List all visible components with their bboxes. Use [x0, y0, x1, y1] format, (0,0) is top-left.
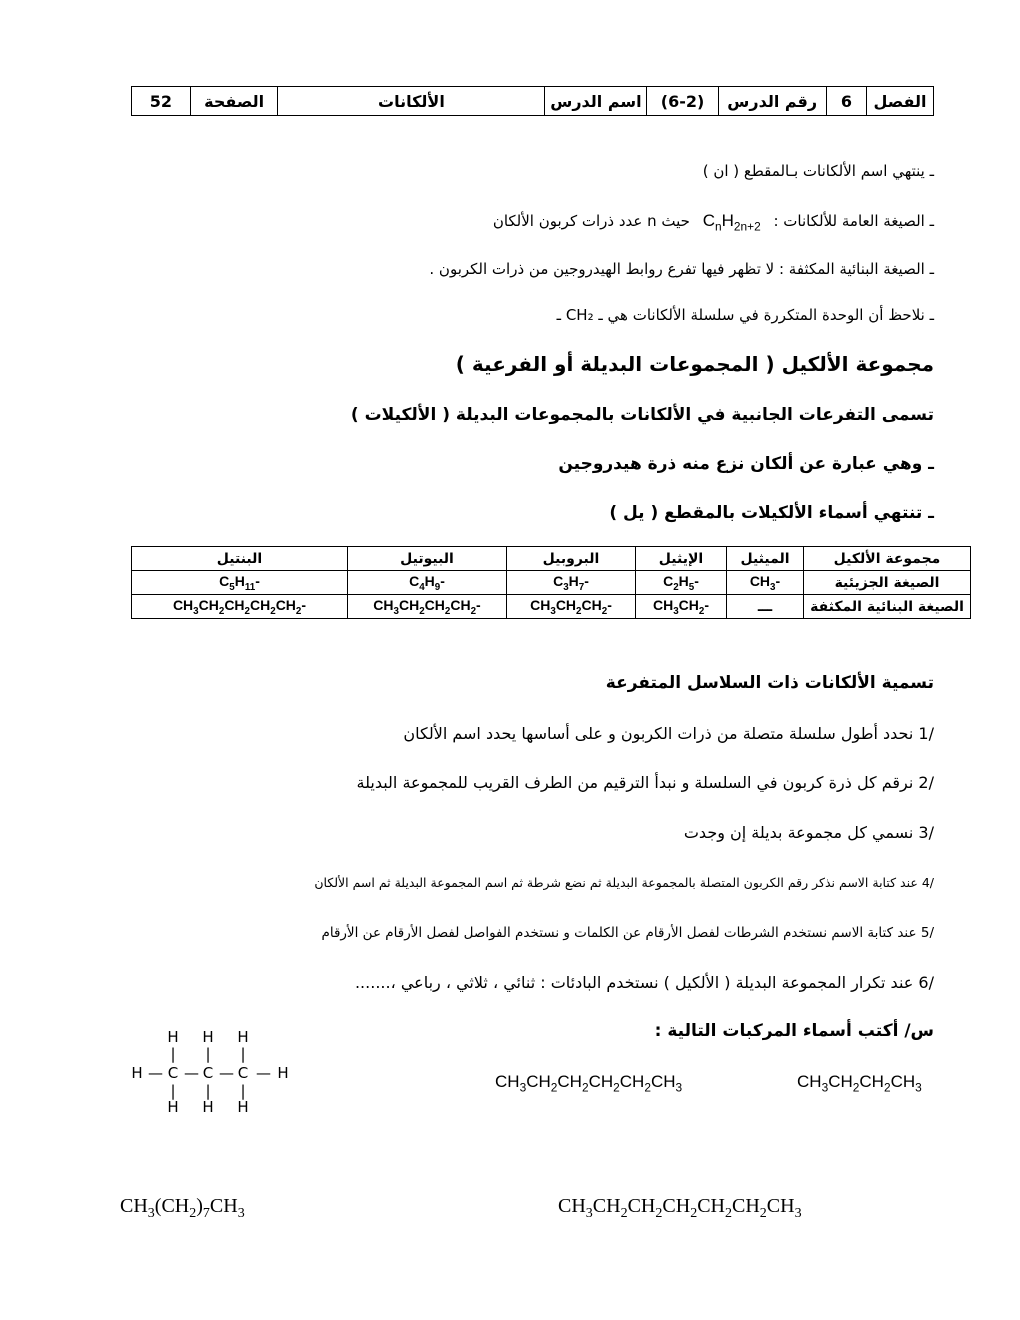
naming-rule: /5 عند كتابة الاسم نستخدم الشرطات لفصل الأرقام عن الكلمات و نستخدم الفواصل لفصل الأرقام عن الأرقام	[321, 925, 934, 941]
bond-horizontal: —	[184, 1064, 199, 1082]
c-atom: C	[237, 1064, 249, 1082]
molecular-formula: $C_4H_9-$	[348, 571, 507, 595]
row-label-alkyl: مجموعة الألكيل	[804, 547, 971, 571]
bond-vertical: |	[170, 1082, 176, 1100]
h-atom: H	[167, 1028, 179, 1046]
h-atom: H	[202, 1028, 214, 1046]
naming-rule: /4 عند كتابة الاسم نذكر رقم الكربون المتصلة بالمجموعة البديلة ثم نضع شرطة ثم اسم المجموعة البديلة ثم اسم الألكان	[314, 875, 934, 890]
h-atom: H	[202, 1098, 214, 1116]
condensed-formula: ـــ	[727, 595, 804, 619]
alkyl-name: البروبيل	[507, 547, 636, 571]
c-atom: C	[167, 1064, 179, 1082]
chapter-label: الفصل	[867, 87, 934, 116]
general-formula-label: ـ الصيغة العامة للألكانات :	[773, 212, 934, 230]
h-atom: H	[237, 1028, 249, 1046]
page-label: الصفحة	[190, 87, 278, 116]
bond-vertical: |	[205, 1045, 211, 1063]
naming-rule: /1 نحدد أطول سلسلة متصلة من ذرات الكربون و على أساسها يحدد اسم الألكان	[403, 724, 934, 743]
naming-title: تسمية الألكانات ذات السلاسل المتفرعة	[605, 673, 934, 693]
alkyl-table	[131, 546, 971, 619]
lesson-name-label: اسم الدرس	[545, 87, 647, 116]
alkyl-name: الميثيل	[727, 547, 804, 571]
h-atom: H	[277, 1064, 289, 1082]
alkyl-name: البنتيل	[132, 547, 348, 571]
lesson-header-table	[131, 86, 934, 116]
condensed-formula: $CH_3CH_2CH_2CH_2-$	[348, 595, 507, 619]
alkyl-name: البيوتيل	[348, 547, 507, 571]
naming-rule: /2 نرقم كل ذرة كربون في السلسلة و نبدأ الترقيم من الطرف القريب للمجموعة البديلة	[356, 773, 934, 792]
page-number: 52	[132, 87, 191, 116]
alkyl-section-title: مجموعة الألكيل ( المجموعات البديلة أو الفرعية )	[455, 352, 934, 376]
molecular-formula: $C_5H_{11}-$	[132, 571, 348, 595]
h-atom: H	[131, 1064, 143, 1082]
intro-line-1: ـ ينتهي اسم الألكانات بـالمقطع ( ان )	[702, 162, 934, 180]
naming-rule: /6 عند تكرار المجموعة البديلة ( الألكيل ) نستخدم البادئات : ثنائي ، ثلاثي ، رباعي ،.......	[354, 973, 934, 992]
alkyl-bullet-2: ـ تنتهي أسماء الألكيلات بالمقطع ( يل )	[609, 503, 934, 523]
general-formula: $C_nH_{2n+2}$	[702, 211, 761, 234]
row-label-condensed: الصيغة البنائية المكثفة	[804, 595, 971, 619]
condensed-formula: $CH_3CH_2CH_2-$	[507, 595, 636, 619]
alkyl-bullet-1: ـ وهي عبارة عن ألكان نزع منه ذرة هيدروجين	[558, 454, 934, 474]
molecular-formula: $CH_3-$	[727, 571, 804, 595]
bond-vertical: |	[240, 1045, 246, 1063]
chapter-number: 6	[826, 87, 866, 116]
bond-vertical: |	[170, 1045, 176, 1063]
alkyl-definition: تسمى التفرعات الجانبية في الألكانات بالمجموعات البديلة ( الألكيلات )	[350, 405, 934, 425]
intro-line-3: ـ الصيغة البنائية المكثفة : لا تظهر فيها تفرع روابط الهيدروجين من ذرات الكربون .	[429, 260, 934, 278]
h-atom: H	[167, 1098, 179, 1116]
condensed-formula: $CH_3CH_2-$	[636, 595, 727, 619]
lesson-name: الألكانات	[278, 87, 545, 116]
compound-2: $CH_3CH_2CH_2CH_2CH_2CH_3$	[495, 1072, 683, 1095]
lesson-number: (6-2)	[647, 87, 718, 116]
general-formula-note: حيث n عدد ذرات كربون الألكان	[492, 212, 690, 230]
molecular-formula: $C_3H_7-$	[507, 571, 636, 595]
row-label-molecular: الصيغة الجزيئية	[804, 571, 971, 595]
compound-4: $CH_3(CH_2)_7CH_3$	[120, 1195, 245, 1221]
lesson-number-label: رقم الدرس	[718, 87, 826, 116]
propane-structural-formula	[128, 1028, 298, 1120]
question-title: س/ أكتب أسماء المركبات التالية :	[654, 1021, 934, 1041]
compound-3: $CH_3CH_2CH_2CH_2CH_2CH_2CH_3$	[558, 1195, 802, 1221]
c-atom: C	[202, 1064, 214, 1082]
bond-horizontal: —	[219, 1064, 234, 1082]
intro-line-4: ـ نلاحظ أن الوحدة المتكررة في سلسلة الألكانات هي ـ CH₂ ـ	[556, 306, 934, 324]
alkyl-name: الإيثيل	[636, 547, 727, 571]
h-atom: H	[237, 1098, 249, 1116]
molecular-formula: $C_2H_5-$	[636, 571, 727, 595]
bond-vertical: |	[240, 1082, 246, 1100]
condensed-formula: $CH_3CH_2CH_2CH_2CH_2-$	[132, 595, 348, 619]
intro-line-2	[493, 211, 934, 233]
naming-rule: /3 نسمي كل مجموعة بديلة إن وجدت	[683, 823, 934, 842]
bond-vertical: |	[205, 1082, 211, 1100]
bond-horizontal: —	[148, 1064, 163, 1082]
bond-horizontal: —	[256, 1064, 271, 1082]
compound-1: $CH_3CH_2CH_2CH_3$	[797, 1072, 922, 1095]
